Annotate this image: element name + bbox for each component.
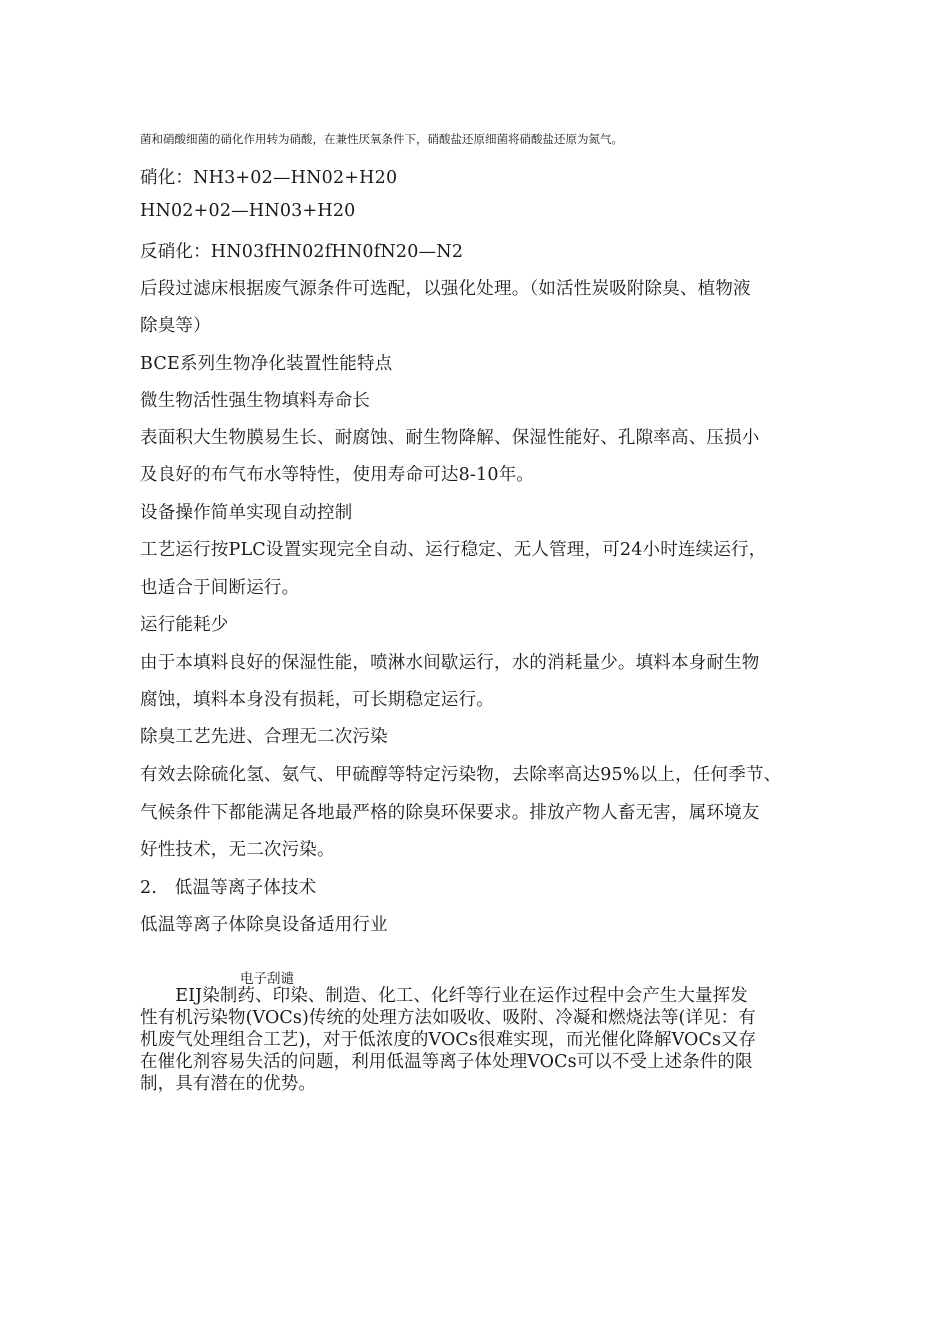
deodor-text: 有效去除硫化氢、氨气、甲硫醇等特定污染物，去除率高达95%以上，任何季节、 xyxy=(140,765,782,785)
intro-line: 菌和硝酸细菌的硝化作用转为硝酸，在兼性厌氧条件下，硝酸盐还原细菌将硝酸盐还原为氮气。 xyxy=(140,132,623,146)
small-heading: 电子刮谴 xyxy=(240,971,294,987)
energy-text: 由于本填料良好的保湿性能，喷淋水间歇运行，水的消耗量少。填料本身耐生物 xyxy=(140,653,760,673)
nitrification-equation: 硝化：NH3+02—HN02+H20 xyxy=(140,168,398,188)
plasma-industry-heading: 低温等离子体除臭设备适用行业 xyxy=(140,915,388,935)
section-2-heading: 2. 低温等离子体技术 xyxy=(140,878,317,898)
microbe-text: 表面积大生物膜易生长、耐腐蚀、耐生物降解、保湿性能好、孔隙率高、压损小 xyxy=(140,428,760,448)
denitrification-equation: 反硝化：HN03fHN02fHN0fN20—N2 xyxy=(140,242,464,262)
energy-text-cont: 腐蚀，填料本身没有损耗，可长期稳定运行。 xyxy=(140,690,494,710)
filter-bed-text: 后段过滤床根据废气源条件可选配，以强化处理。（如活性炭吸附除臭、植物液 xyxy=(140,279,751,299)
paragraph-line: 性有机污染物(VOCs)传统的处理方法如吸收、吸附、冷凝和燃烧法等(详见：有 xyxy=(140,1008,756,1028)
operation-text-cont: 也适合于间断运行。 xyxy=(140,578,300,598)
paragraph-line: 制，具有潜在的优势。 xyxy=(140,1074,316,1094)
deodor-heading: 除臭工艺先进、合理无二次污染 xyxy=(140,727,388,747)
operation-heading: 设备操作简单实现自动控制 xyxy=(140,503,353,523)
paragraph-line: 机废气处理组合工艺)，对于低浓度的VOCs很难实现，而光催化降解VOCs又存 xyxy=(140,1030,757,1050)
deodor-text-cont: 气候条件下都能满足各地最严格的除臭环保要求。排放产物人畜无害，属环境友 xyxy=(140,803,760,823)
microbe-heading: 微生物活性强生物填料寿命长 xyxy=(140,391,371,411)
microbe-text-cont: 及良好的布气布水等特性，使用寿命可达8-10年。 xyxy=(140,465,535,485)
paragraph-line: 在催化剂容易失活的问题，利用低温等离子体处理VOCs可以不受上述条件的限 xyxy=(140,1052,753,1072)
bce-heading: BCE系列生物净化装置性能特点 xyxy=(140,354,393,374)
energy-heading: 运行能耗少 xyxy=(140,615,229,635)
nitrous-acid-equation: HN02+02—HN03+H20 xyxy=(140,201,356,221)
deodor-text-end: 好性技术，无二次污染。 xyxy=(140,840,335,860)
paragraph-line: EIJ染制药、印染、制造、化工、化纤等行业在运作过程中会产生大量挥发 xyxy=(140,986,748,1006)
operation-text: 工艺运行按PLC设置实现完全自动、运行稳定、无人管理，可24小时连续运行， xyxy=(140,540,767,560)
filter-bed-text-cont: 除臭等） xyxy=(140,316,211,336)
